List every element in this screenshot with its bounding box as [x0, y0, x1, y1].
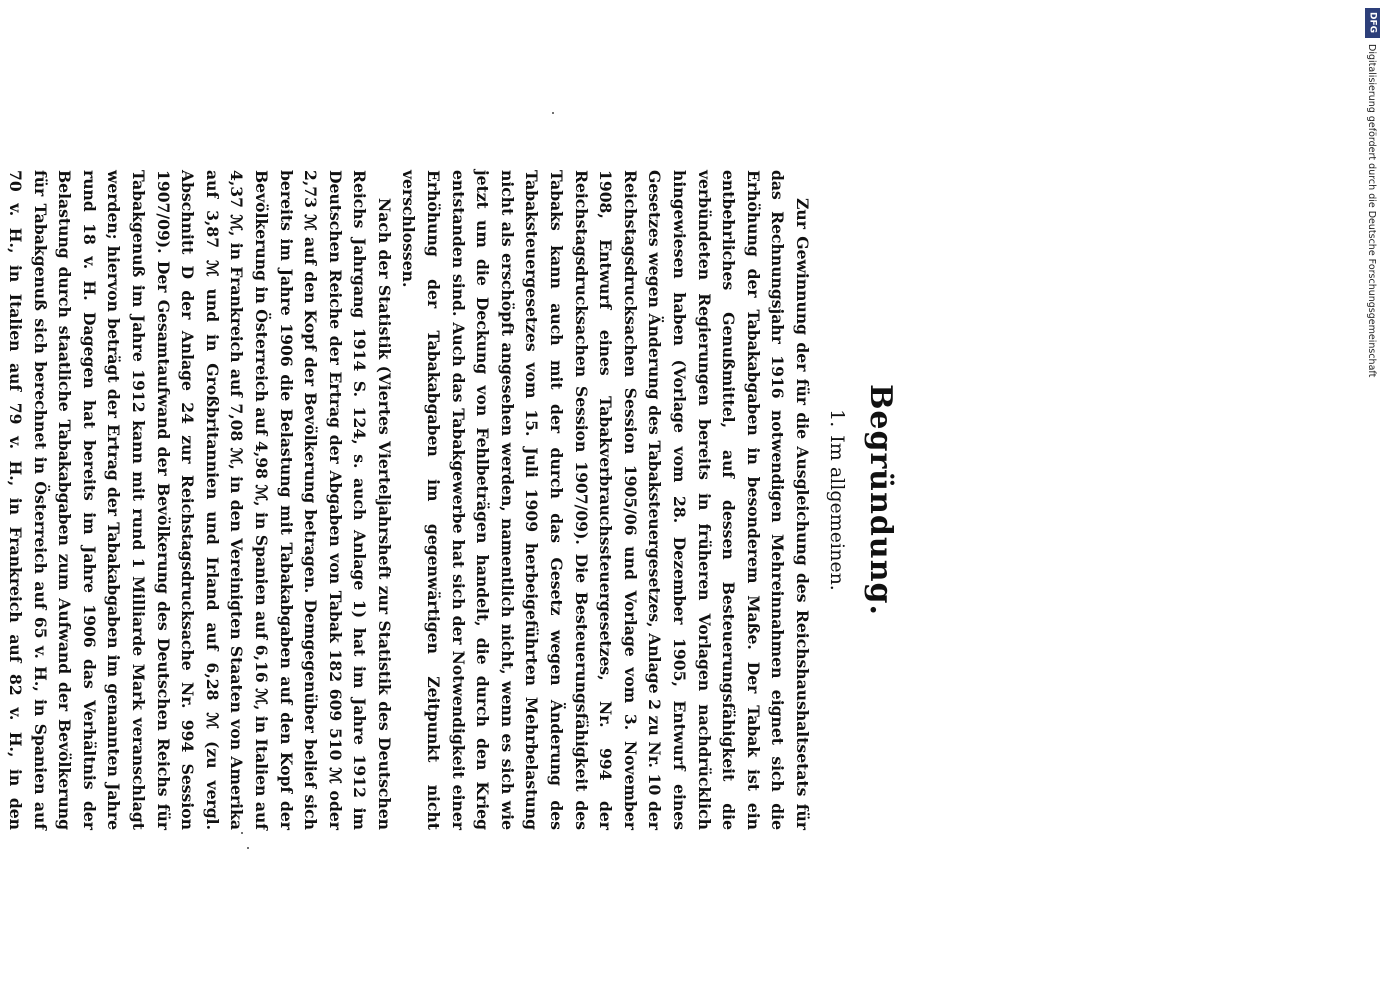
- scan-speck: [241, 832, 243, 834]
- section-heading: [824, 170, 850, 830]
- page-title: Begründung.: [863, 384, 898, 616]
- section-number: 1.: [826, 409, 848, 428]
- scan-speck: [552, 112, 554, 114]
- page-content: [0, 170, 900, 830]
- section-title: Im allgemeinen.: [826, 435, 848, 591]
- paragraph-1: Zur Gewinnung der für die Ausgleichung des Reichshaushaltsetats für das Rechnungsjahr 1916 notwendigen Mehreinnahmen eignet sich die Erhöhung der Tabakabgaben in besonderem Maße. Der Tabak ist ein entbehrliches Genußmittel, auf dessen Besteuerungsfähigkeit die verbündeten Regierungen bereits in früheren Vorlagen nachdrücklich hingewiesen haben (Vorlage vom 28. Dezember 1905, Entwurf eines Gesetzes wegen Änderung des Tabaksteuergesetzes, Anlage 2 zu Nr. 10 der Reichstagsdrucksachen Session 1905/06 und Vorlage vom 3. November 1908, Entwurf eines Tabakverbrauchssteuergesetzes, Nr. 994 der Reichstagsdrucksachen Session 1907/09). Die Besteuerungsfähigkeit des Tabaks kann auch mit der durch das Gesetz wegen Änderung des Tabaksteuergesetzes vom 15. Juli 1909 herbeigeführten Mehrbelastung nicht als erschöpft angesehen werden, namentlich nicht, wenn es sich wie jetzt um die Deckung von Fehlbeträgen handelt, die durch den Krieg entstanden sind. Auch das Tabakgewerbe hat sich der Notwendigkeit einer Erhöhung der Tabakabgaben im gegenwärtigen Zeitpunkt nicht verschlossen.: [399, 170, 812, 830]
- rotated-page: [0, 170, 900, 830]
- dfg-note: Digitalisierung gefördert durch die Deutsche Forschungsgemeinschaft: [1366, 44, 1377, 378]
- scan-speck: [247, 847, 249, 849]
- dfg-logo: DFG: [1365, 8, 1380, 38]
- dfg-credit: [1364, 8, 1382, 388]
- paragraph-2: Nach der Statistik (Viertes Vierteljahrsheft zur Statistik des Deutschen Reichs Jahrgang 1914 S. 124, s. auch Anlage 1) hat im Jahre 1912 im Deutschen Reiche der Ertrag der Abgaben von Tabak 182 609 510 ℳ oder 2,73 ℳ auf den Kopf der Bevölkerung betragen. Demgegenüber belief sich bereits im Jahre 1906 die Belastung mit Tabakabgaben auf den Kopf der Bevölkerung in Österreich auf 4,98 ℳ, in Spanien auf 6,16 ℳ, in Italien auf 4,37 ℳ, in Frankreich auf 7,08 ℳ, in den Vereinigten Staaten von Amerika auf 3,87 ℳ und in Großbritannien und Irland auf 6,28 ℳ (zu vergl. Abschnitt D der Anlage 24 zur Reichstagsdrucksache Nr. 994 Session 1907/09). Der Gesamtaufwand der Bevölkerung des Deutschen Reichs für Tabakgenuß im Jahre 1912 kann mit rund 1 Milliarde Mark veranschlagt werden; hiervon beträgt der Ertrag der Tabakabgaben im genannten Jahre rund 18 v. H. Dagegen hat bereits im Jahre 1906 das Verhältnis der Belastung durch staatliche Tabakabgaben zum Aufwand der Bevölkerung für Tabakgenuß sich berechnet in Österreich auf 65 v. H., in Spanien auf 70 v. H., in Italien auf 79 v. H., in Frankreich auf 82 v. H., in den: [6, 170, 394, 830]
